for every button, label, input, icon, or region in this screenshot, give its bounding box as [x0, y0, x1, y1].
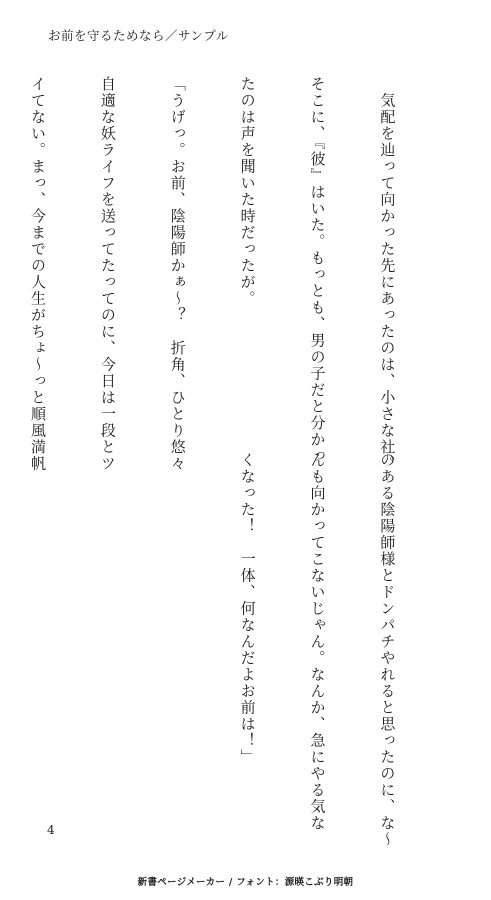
text-line: 「うげっ。お前、陰陽師かぁ〜？ 折角、ひとり悠々 — [168, 76, 187, 472]
body-text-upper — [0, 76, 445, 472]
header-title: お前を守るためなら／サンプル — [48, 28, 229, 43]
text-line: そこに、『彼』はいた。もっとも、男の子だと分かっ — [308, 76, 327, 465]
text-line: のある陰陽師様とドンパチやれると思ったのに、な〜 — [378, 452, 397, 848]
footer-credit: 新書ページメーカー / フォント：源暎こぶり明朝 — [137, 877, 354, 888]
text-line: くなった！ 一体、何なんだよお前は！」 — [238, 452, 257, 766]
text-line: 気配を辿って向かった先にあったのは、小さな社。 — [378, 76, 397, 472]
text-line: イてない。まっ、今までの人生がちょ〜っと順風満帆 — [28, 76, 47, 472]
text-line: 自適な妖ライフを送ってたってのに、今日は一段とツ — [98, 76, 117, 472]
text-line: んも向かってこないじゃん。なんか、急にやる気な — [308, 452, 327, 832]
page-number: 4 — [47, 823, 55, 837]
text-line: たのは声を聞いた時だったが。 — [238, 76, 257, 307]
body-text-lower — [212, 452, 445, 848]
